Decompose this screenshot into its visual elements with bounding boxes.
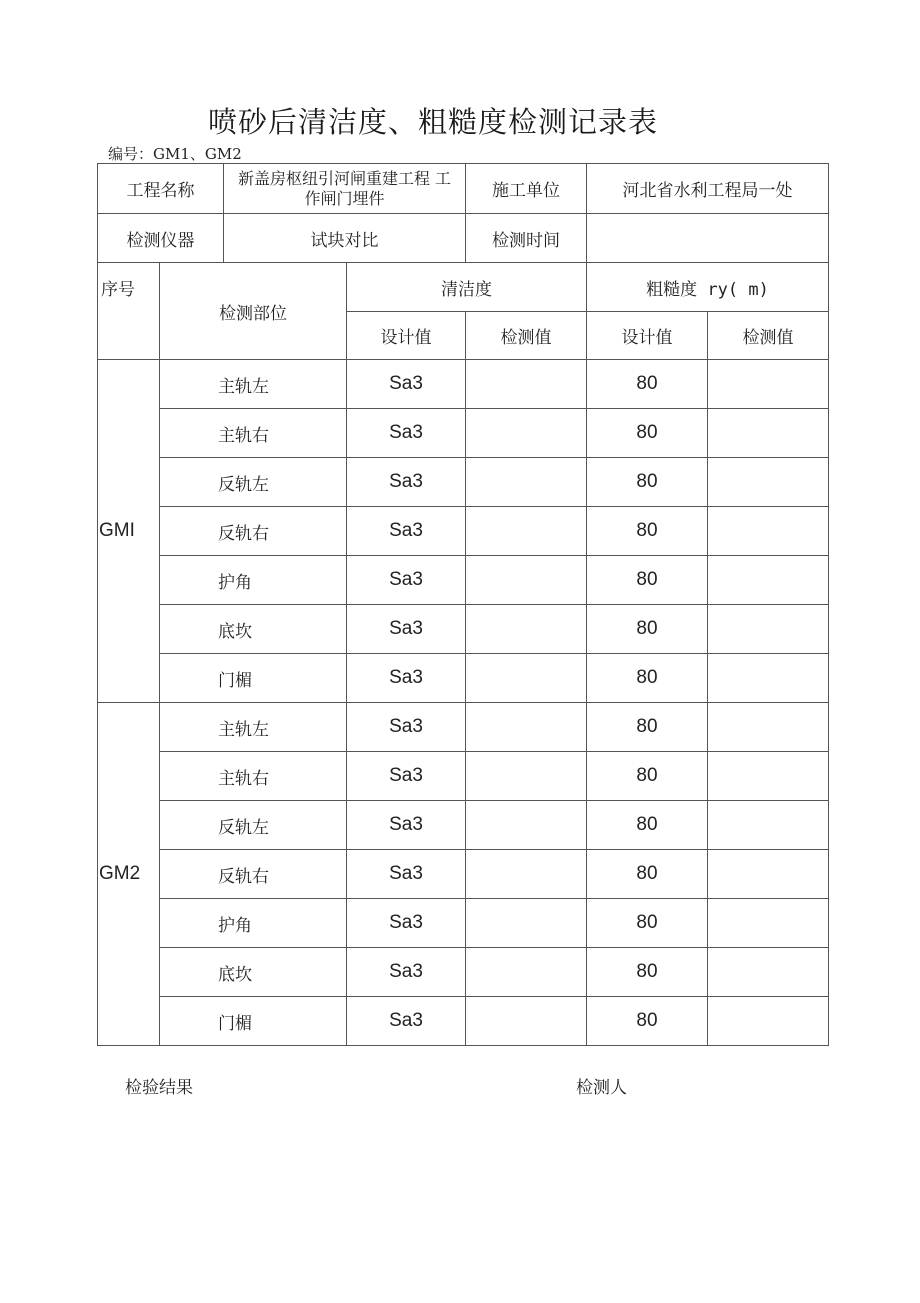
rough-design-cell: 80 <box>587 507 708 556</box>
location-cell: 护角 <box>160 899 347 948</box>
table-row <box>98 458 829 507</box>
clean-measured-cell[interactable] <box>466 850 587 899</box>
seq-header: 序号 <box>98 263 160 360</box>
clean-design-cell: Sa3 <box>347 850 466 899</box>
clean-design-cell: Sa3 <box>347 507 466 556</box>
rough-measured-cell[interactable] <box>708 458 829 507</box>
table-row <box>98 752 829 801</box>
rough-measured-cell[interactable] <box>708 605 829 654</box>
clean-measured-cell[interactable] <box>466 752 587 801</box>
clean-measured-cell[interactable] <box>466 997 587 1046</box>
clean-design-cell: Sa3 <box>347 703 466 752</box>
clean-design-cell: Sa3 <box>347 458 466 507</box>
group-label: GMI <box>98 360 160 703</box>
rough-measured-cell[interactable] <box>708 507 829 556</box>
table-row <box>98 997 829 1046</box>
test-time-label: 检测时间 <box>466 214 587 263</box>
table-row <box>98 899 829 948</box>
record-code: 编号：GM1、GM2 <box>108 145 242 163</box>
location-cell: 反轨右 <box>160 850 347 899</box>
rough-measured-cell[interactable] <box>708 948 829 997</box>
clean-measured-cell[interactable] <box>466 948 587 997</box>
clean-design-cell: Sa3 <box>347 556 466 605</box>
clean-measured-cell[interactable] <box>466 458 587 507</box>
construction-unit-label: 施工单位 <box>466 164 587 214</box>
table-row <box>98 801 829 850</box>
clean-design-cell: Sa3 <box>347 948 466 997</box>
rough-design-cell: 80 <box>587 899 708 948</box>
inspection-result-label: 检验结果 <box>125 1078 193 1098</box>
clean-design-header: 设计值 <box>347 312 466 360</box>
rough-measured-cell[interactable] <box>708 850 829 899</box>
rough-design-cell: 80 <box>587 654 708 703</box>
location-cell: 反轨左 <box>160 801 347 850</box>
location-cell: 底坎 <box>160 605 347 654</box>
location-cell: 主轨左 <box>160 703 347 752</box>
clean-design-cell: Sa3 <box>347 360 466 409</box>
rough-measured-cell[interactable] <box>708 409 829 458</box>
location-header: 检测部位 <box>160 263 347 360</box>
instrument-label: 检测仪器 <box>98 214 224 263</box>
table-row <box>98 850 829 899</box>
rough-design-cell: 80 <box>587 458 708 507</box>
rough-design-cell: 80 <box>587 997 708 1046</box>
table-row <box>98 507 829 556</box>
location-cell: 门楣 <box>160 997 347 1046</box>
clean-design-cell: Sa3 <box>347 752 466 801</box>
rough-measured-cell[interactable] <box>708 556 829 605</box>
location-cell: 主轨右 <box>160 752 347 801</box>
table-row <box>98 360 829 409</box>
project-name-label: 工程名称 <box>98 164 224 214</box>
clean-design-cell: Sa3 <box>347 654 466 703</box>
rough-design-cell: 80 <box>587 703 708 752</box>
rough-design-cell: 80 <box>587 409 708 458</box>
clean-measured-cell[interactable] <box>466 360 587 409</box>
group-label: GM2 <box>98 703 160 1046</box>
rough-measured-cell[interactable] <box>708 654 829 703</box>
rough-design-header: 设计值 <box>587 312 708 360</box>
location-cell: 反轨左 <box>160 458 347 507</box>
rough-measured-cell[interactable] <box>708 997 829 1046</box>
location-cell: 反轨右 <box>160 507 347 556</box>
clean-design-cell: Sa3 <box>347 409 466 458</box>
clean-measured-cell[interactable] <box>466 801 587 850</box>
instrument-value: 试块对比 <box>224 214 466 263</box>
table-row <box>98 605 829 654</box>
rough-measured-cell[interactable] <box>708 801 829 850</box>
rough-design-cell: 80 <box>587 948 708 997</box>
clean-measured-cell[interactable] <box>466 899 587 948</box>
rough-measured-cell[interactable] <box>708 899 829 948</box>
table-row <box>98 703 829 752</box>
rough-design-cell: 80 <box>587 360 708 409</box>
location-cell: 底坎 <box>160 948 347 997</box>
location-cell: 主轨左 <box>160 360 347 409</box>
clean-measured-header: 检测值 <box>466 312 587 360</box>
clean-measured-cell[interactable] <box>466 605 587 654</box>
clean-design-cell: Sa3 <box>347 605 466 654</box>
rough-measured-cell[interactable] <box>708 703 829 752</box>
clean-measured-cell[interactable] <box>466 556 587 605</box>
project-name-value: 新盖房枢纽引河闸重建工程 工作闸门埋件 <box>224 164 466 214</box>
clean-measured-cell[interactable] <box>466 409 587 458</box>
clean-design-cell: Sa3 <box>347 801 466 850</box>
clean-design-cell: Sa3 <box>347 899 466 948</box>
roughness-header: 粗糙度 ry( m) <box>587 263 829 312</box>
inspector-label: 检测人 <box>576 1078 627 1098</box>
rough-measured-cell[interactable] <box>708 360 829 409</box>
rough-measured-cell[interactable] <box>708 752 829 801</box>
inspection-record-table <box>97 163 829 1046</box>
test-time-value[interactable] <box>587 214 829 263</box>
rough-design-cell: 80 <box>587 605 708 654</box>
rough-measured-header: 检测值 <box>708 312 829 360</box>
rough-design-cell: 80 <box>587 752 708 801</box>
rough-design-cell: 80 <box>587 556 708 605</box>
table-row <box>98 654 829 703</box>
location-cell: 门楣 <box>160 654 347 703</box>
location-cell: 主轨右 <box>160 409 347 458</box>
table-row <box>98 409 829 458</box>
location-cell: 护角 <box>160 556 347 605</box>
rough-design-cell: 80 <box>587 850 708 899</box>
clean-measured-cell[interactable] <box>466 654 587 703</box>
clean-measured-cell[interactable] <box>466 703 587 752</box>
table-row <box>98 948 829 997</box>
page-title: 喷砂后清洁度、粗糙度检测记录表 <box>207 105 658 139</box>
clean-measured-cell[interactable] <box>466 507 587 556</box>
table-row <box>98 556 829 605</box>
cleanliness-header: 清洁度 <box>347 263 587 312</box>
construction-unit-value: 河北省水利工程局一处 <box>587 164 829 214</box>
clean-design-cell: Sa3 <box>347 997 466 1046</box>
rough-design-cell: 80 <box>587 801 708 850</box>
